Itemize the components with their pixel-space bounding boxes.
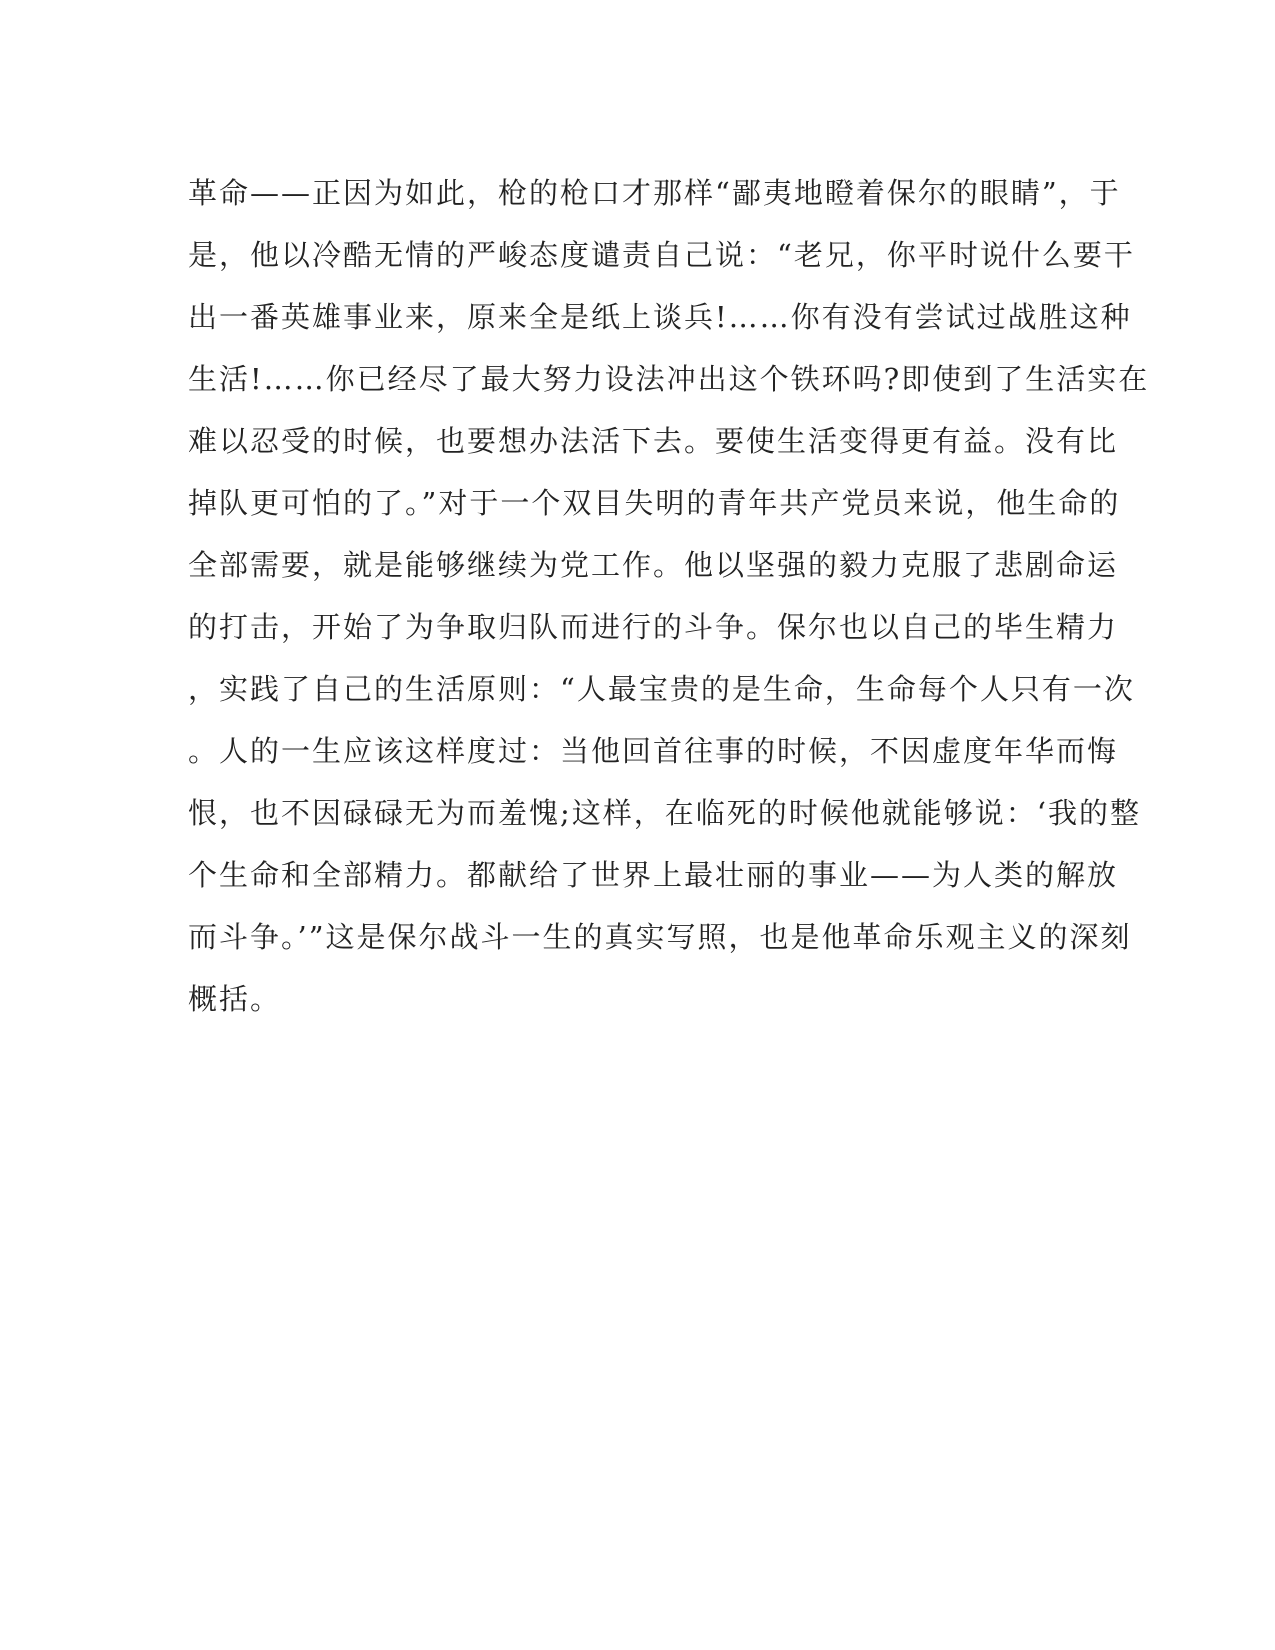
body-paragraph [188,162,1150,1030]
text-line: 概括。 [188,982,282,1016]
text-line: 出一番英雄事业来，原来全是纸上谈兵!……你有没有尝试过战胜这种 [188,300,1132,334]
text-line: 难以忍受的时候，也要想办法活下去。要使生活变得更有益。没有比 [188,424,1119,458]
text-line: 掉队更可怕的了。”对于一个双目失明的青年共产党员来说，他生命的 [188,486,1121,520]
text-line: 是，他以冷酷无情的严峻态度谴责自己说：“老兄，你平时说什么要干 [188,238,1135,272]
text-line: 生活!……你已经尽了最大努力设法冲出这个铁环吗?即使到了生活实在 [188,362,1150,396]
text-line: 全部需要，就是能够继续为党工作。他以坚强的毅力克服了悲剧命运 [188,548,1119,582]
text-line: 恨，也不因碌碌无为而羞愧;这样，在临死的时候他就能够说：‘我的整 [188,796,1141,830]
text-line: 而斗争。’”这是保尔战斗一生的真实写照，也是他革命乐观主义的深刻 [188,920,1132,954]
text-line: 个生命和全部精力。都献给了世界上最壮丽的事业——为人类的解放 [188,858,1119,892]
text-line: 革命——正因为如此，枪的枪口才那样“鄙夷地瞪着保尔的眼睛”，于 [188,176,1121,210]
text-line: 的打击，开始了为争取归队而进行的斗争。保尔也以自己的毕生精力 [188,610,1119,644]
text-line: 。人的一生应该这样度过：当他回首往事的时候，不因虚度年华而悔 [188,734,1119,768]
text-line: ，实践了自己的生活原则：“人最宝贵的是生命，生命每个人只有一次 [188,672,1135,706]
